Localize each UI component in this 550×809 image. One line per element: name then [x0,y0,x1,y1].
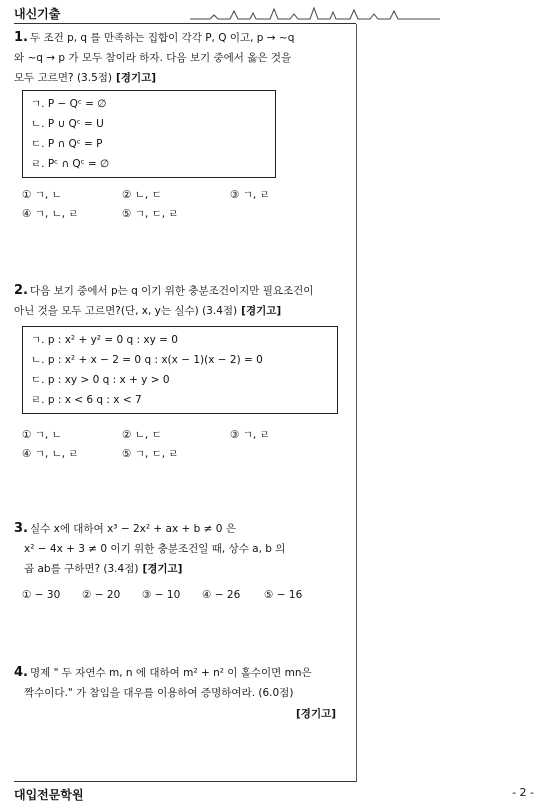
choice-4[interactable]: ④ ㄱ, ㄴ, ㄹ [22,208,79,220]
view-item: ㄴ. p : x² + x − 2 = 0 q : x(x − 1)(x − 2) = 0 [31,354,263,366]
choice-5[interactable]: ⑤ − 16 [264,589,303,601]
view-item: ㄹ. p : x < 6 q : x < 7 [31,394,142,406]
view-item: ㄱ. P − Qᶜ = ∅ [31,98,107,110]
question-2 [14,281,350,321]
choice-3[interactable]: ③ ㄱ, ㄹ [230,429,270,441]
column-divider [356,24,357,782]
choice-4[interactable]: ④ − 26 [202,589,241,601]
question-number: 2. [14,283,28,298]
choice-5[interactable]: ⑤ ㄱ, ㄷ, ㄹ [122,208,179,220]
school-tag: [경기고] [296,708,337,720]
question-text-line: 명제 " 두 자연수 m, n 에 대하여 m² + n² 이 홀수이면 mn은 [29,667,312,679]
question-text-line: 짝수이다." 가 참임을 대우를 이용하여 증명하여라. (6.0점) [24,687,294,699]
school-tag: [경기고] [241,305,282,317]
header-rule [14,23,356,24]
view-item: ㄷ. P ∩ Qᶜ = P [31,138,103,150]
choice-4[interactable]: ④ ㄱ, ㄴ, ㄹ [22,448,79,460]
question-text-line: 아닌 것을 모두 고르면?(단, x, y는 실수) (3.4점) [14,305,238,317]
footer-label: 대입전문학원 [14,788,84,802]
question-text-line: x² − 4x + 3 ≠ 0 이기 위한 충분조건일 때, 상수 a, b 의 [24,543,286,555]
header-label: 내신기출 [14,7,61,21]
question-number: 3. [14,521,28,536]
question-number: 1. [14,30,28,45]
choice-1[interactable]: ① − 30 [22,589,61,601]
choice-2[interactable]: ② ㄴ, ㄷ [122,429,162,441]
choice-5[interactable]: ⑤ ㄱ, ㄷ, ㄹ [122,448,179,460]
header-decoration [190,5,440,21]
question-4 [14,663,350,703]
choice-2[interactable]: ② ㄴ, ㄷ [122,189,162,201]
view-item: ㄹ. Pᶜ ∩ Qᶜ = ∅ [31,158,110,170]
question-text-line: 실수 x에 대하여 x³ − 2x² + ax + b ≠ 0 은 [29,523,236,535]
page-number: - 2 - [512,786,534,799]
choice-1[interactable]: ① ㄱ, ㄴ [22,189,62,201]
choice-2[interactable]: ② − 20 [82,589,121,601]
choice-3[interactable]: ③ − 10 [142,589,181,601]
q2-view-box [22,326,338,414]
view-item: ㄱ. p : x² + y² = 0 q : xy = 0 [31,334,178,346]
q1-view-box [22,90,276,178]
school-tag: [경기고] [142,563,183,575]
question-number: 4. [14,665,28,680]
question-3 [14,519,350,579]
school-tag: [경기고] [116,72,157,84]
question-text-line: 곱 ab를 구하면? (3.4점) [24,563,139,575]
view-item: ㄴ. P ∪ Qᶜ = U [31,118,104,130]
question-text-line: 와 ~q → p 가 모두 참이라 하자. 다음 보기 중에서 옳은 것을 [14,52,292,64]
choice-1[interactable]: ① ㄱ, ㄴ [22,429,62,441]
question-text-line: 다음 보기 중에서 p는 q 이기 위한 충분조건이지만 필요조건이 [29,285,314,297]
footer-rule [14,781,356,782]
choice-3[interactable]: ③ ㄱ, ㄹ [230,189,270,201]
question-text-line: 두 조건 p, q 를 만족하는 집합이 각각 P, Q 이고, p → ~q [29,32,295,44]
question-1 [14,28,350,88]
view-item: ㄷ. p : xy > 0 q : x + y > 0 [31,374,170,386]
question-text-line: 모두 고르면? (3.5점) [14,72,112,84]
